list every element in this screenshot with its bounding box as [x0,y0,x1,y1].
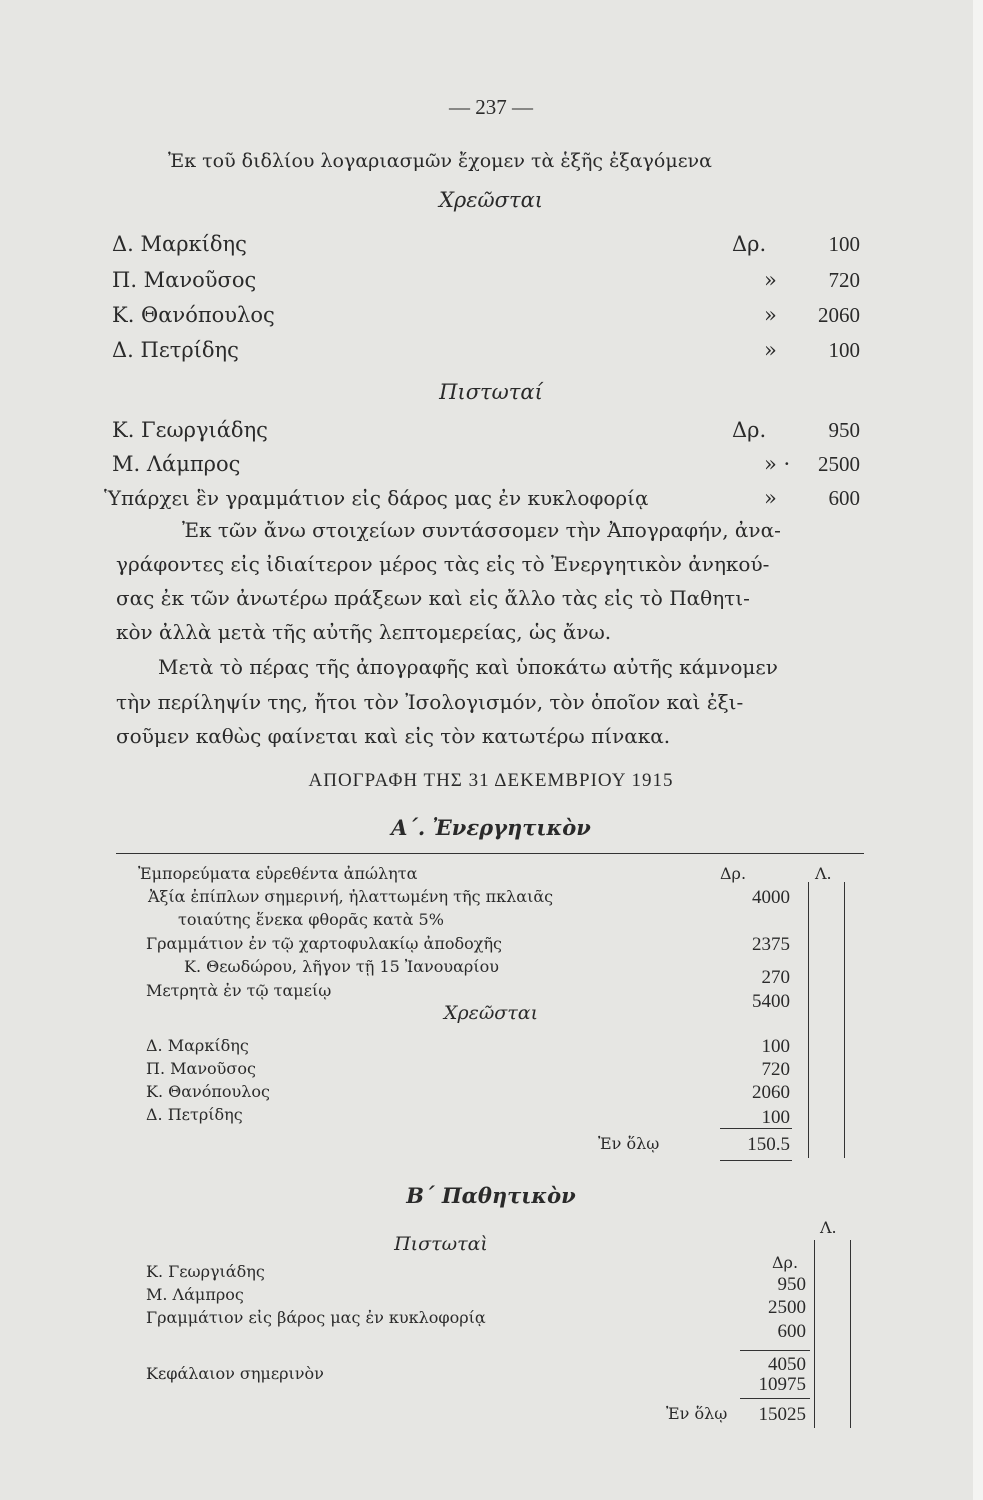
creditor-name: Ὑπάρχει ἓν γραμμάτιον εἰς δάρος μας ἐν κυκλοφορίᾳ [104,486,649,510]
debtor-mark: » [764,268,777,292]
col-lepta: Λ. [815,864,832,883]
col-drachma: Δρ. [720,864,747,883]
text-line: Μετὰ τὸ πέρας τῆς ἀπογραφῆς καὶ ὑποκάτω αὐτῆς κάμνομεν [158,655,778,679]
table-amount: 2500 [768,1297,806,1318]
table-amount: 950 [777,1274,806,1295]
assets-heading: Α΄. Ἐνεργητικὸν [391,815,591,840]
table-row: Κ. Γεωργιάδης [146,1262,265,1281]
debtor-name: Δ. Πετρίδης [112,338,239,362]
table-amount: 600 [777,1321,806,1342]
subtotal-amount: 4050 [768,1354,806,1375]
table-row: Δ. Μαρκίδης [146,1036,249,1055]
table-row: Ἐμπορεύματα εὑρεθέντα ἀπώλητα [138,864,418,883]
debtor-amount: 720 [828,268,860,292]
column-rule [808,882,809,1158]
table-row: Μετρητὰ ἐν τῷ ταμείῳ [146,981,332,1000]
debtor-mark: » [764,338,777,362]
inventory-title: ΑΠΟΓΡΑΦΗ ΤΗΣ 31 ΔΕΚΕΜΒΡΙΟΥ 1915 [308,770,674,791]
capital-amount: 10975 [758,1374,806,1395]
debtor-amount: 100 [828,338,860,362]
table-amount: 2375 [752,934,790,955]
column-rule [850,1240,851,1428]
debtor-name: Κ. Θανόπουλος [112,303,275,327]
col-drachma: Δρ. [772,1253,799,1272]
table-row: τοιαύτης ἕνεκα φθορᾶς κατὰ 5% [178,910,444,929]
creditor-amount: 600 [828,486,860,510]
table-row: Ἀξία ἐπίπλων σημερινή, ἠλαττωμένη τῆς πκλαιᾶς [148,887,554,906]
col-lepta: Λ. [820,1218,837,1237]
total-amount: 15025 [758,1404,806,1425]
table-row: Γραμμάτιον εἰς βάρος μας ἐν κυκλοφορίᾳ [146,1308,486,1327]
table-row: Κ. Θανόπουλος [146,1082,271,1101]
text-line: τὴν περίληψίν της, ἤτοι τὸν Ἰσολογισμόν, τὸν ὁποῖον καὶ ἐξι- [116,690,744,714]
creditor-amount: 2500 [818,452,860,476]
creditor-mark: » · [764,452,791,476]
table-row: Μ. Λάμπρος [146,1285,244,1304]
table-amount: 5400 [752,991,790,1012]
creditors-heading: Πιστωταί [439,380,543,404]
table-amount: 100 [761,1107,790,1128]
debtor-mark: Δρ. [732,232,767,256]
table-row: Π. Μανοῦσος [146,1059,256,1078]
table-amount: 100 [761,1036,790,1057]
debtor-name: Π. Μανοῦσος [112,268,257,292]
capital-label: Κεφάλαιον σημερινὸν [146,1364,324,1383]
sum-rule [740,1350,810,1351]
intro-line: Ἐκ τοῦ διδλίου λογαριασμῶν ἔχομεν τὰ ἑξῆς ἐξαγόμενα [168,150,712,172]
page-number: — 237 — [449,95,533,119]
column-rule [844,882,845,1158]
creditor-mark: Δρ. [732,418,767,442]
total-amount: 150.5 [747,1134,790,1155]
table-row: Κ. Θεωδώρου, λῆγον τῇ 15 Ἰανουαρίου [184,957,499,976]
debtors-heading: Χρεῶσται [438,188,544,212]
table-rule [116,853,864,854]
sum-rule [740,1398,810,1399]
creditor-name: Μ. Λάμπρος [112,452,241,476]
table-row: Γραμμάτιον ἐν τῷ χαρτοφυλακίῳ ἀποδοχῆς [146,934,502,953]
table-row: Δ. Πετρίδης [146,1105,243,1124]
liabilities-creditors-heading: Πιστωταὶ [394,1233,488,1255]
debtor-mark: » [764,303,777,327]
text-line: σας ἐκ τῶν ἀνωτέρω πράξεων καὶ εἰς ἄλλο τὰς εἰς τὸ Παθητι- [116,586,750,610]
total-label: Ἐν ὅλῳ [666,1404,728,1423]
table-amount: 4000 [752,887,790,908]
sum-rule [720,1128,792,1129]
table-amount: 2060 [752,1082,790,1103]
creditor-amount: 950 [828,418,860,442]
creditor-mark: » [764,486,777,510]
assets-debtors-heading: Χρεῶσται [443,1002,539,1024]
table-amount: 720 [761,1059,790,1080]
text-line: Ἐκ τῶν ἄνω στοιχείων συντάσσομεν τὴν Ἀπογραφήν, ἀνα- [182,518,781,542]
sum-rule [720,1160,792,1161]
text-line: σοῦμεν καθὼς φαίνεται καὶ εἰς τὸν κατωτέρω πίνακα. [116,724,671,748]
text-line: γράφοντες εἰς ἰδιαίτερον μέρος τὰς εἰς τὸ Ἐνεργητικὸν ἀνηκού- [116,552,770,576]
creditor-name: Κ. Γεωργιάδης [112,418,268,442]
total-label: Ἐν ὅλῳ [598,1134,660,1153]
liabilities-heading: Β΄ Παθητικὸν [406,1183,576,1208]
table-amount: 270 [761,967,790,988]
text-line: κὸν ἀλλὰ μετὰ τῆς αὐτῆς λεπτομερείας, ὡς ἄνω. [116,620,612,644]
debtor-amount: 2060 [818,303,860,327]
column-rule [814,1240,815,1428]
debtor-amount: 100 [828,232,860,256]
debtor-name: Δ. Μαρκίδης [112,232,247,256]
